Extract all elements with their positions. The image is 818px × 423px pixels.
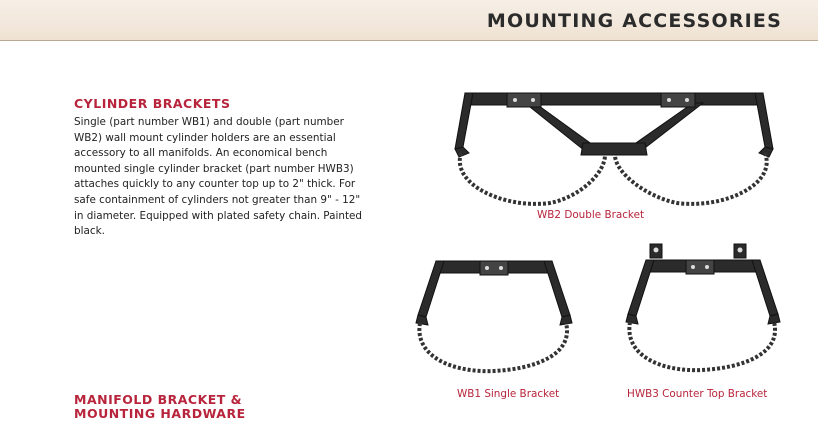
manifold-bracket-heading-line2: MOUNTING HARDWARE — [74, 406, 246, 421]
wb1-caption: WB1 Single Bracket — [457, 388, 560, 400]
wb1-single-bracket-illustration — [414, 255, 574, 375]
page-title: MOUNTING ACCESSORIES — [486, 10, 782, 32]
wb2-caption: WB2 Double Bracket — [537, 209, 645, 221]
manifold-bracket-heading-line1: MANIFOLD BRACKET & — [74, 392, 243, 407]
wb2-double-bracket-illustration — [455, 85, 775, 210]
cylinder-brackets-heading: CYLINDER BRACKETS — [74, 96, 231, 111]
hwb3-caption: HWB3 Counter Top Bracket — [627, 388, 768, 400]
hwb3-counter-top-bracket-illustration — [622, 242, 782, 377]
cylinder-brackets-description: Single (part number WB1) and double (part number WB2) wall mount cylinder holders are an essential accessory to all manifolds. An economical bench mounted single cylinder bracket (part number HWB3) attaches quickly to any counter top up to 2" thick. For safe containment of cylinders not greater than 9" - 12" in diameter. Equipped with plated safety chain. Painted black. — [74, 116, 363, 238]
header-band — [0, 0, 818, 41]
